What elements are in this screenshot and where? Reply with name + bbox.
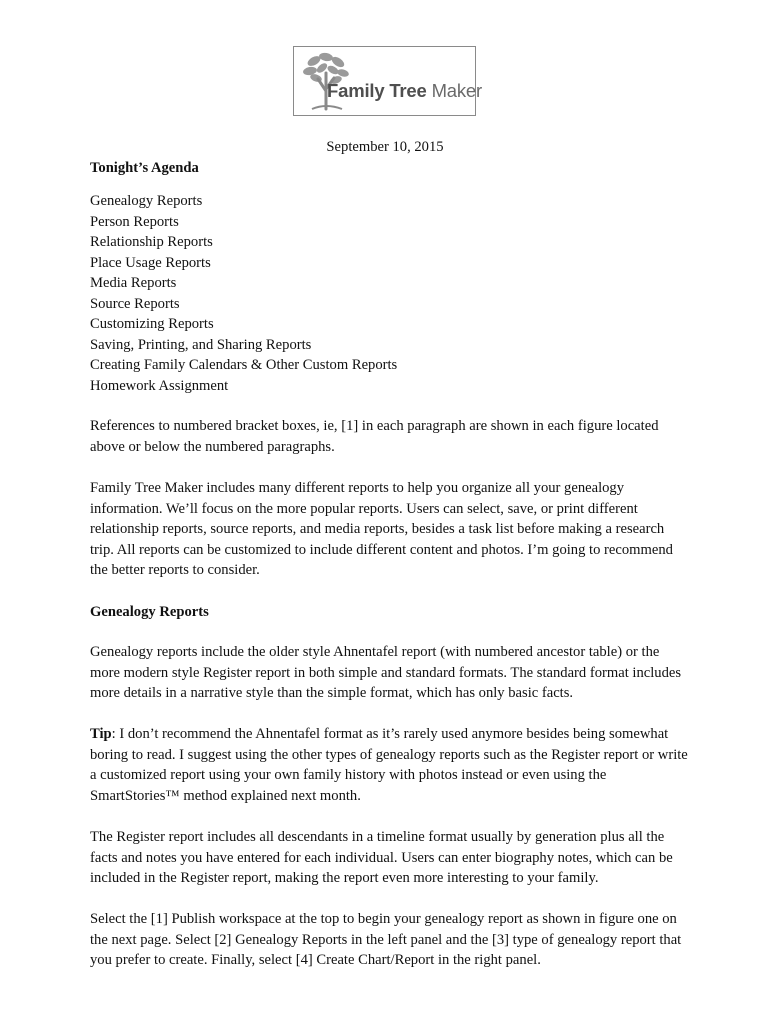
agenda-item: Source Reports xyxy=(90,295,180,312)
agenda-item: Homework Assignment xyxy=(90,377,229,394)
publish-paragraph: Select the [1] Publish workspace at the top to begin your genealogy report as shown in figure one on the next page. Select [2] Genealogy Reports in the left panel and the [3] type of genealogy report that you prefer to create. Finally, select [4] Create Chart/Report in the right panel. xyxy=(90,911,682,969)
genealogy-reports-heading: Genealogy Reports xyxy=(90,604,209,620)
family-tree-maker-logo xyxy=(293,46,482,116)
register-paragraph: The Register report includes all descendants in a timeline format usually by generation plus all the facts and notes you have entered for each individual. Users can enter biography notes, which can be included in the Register report, making the report even more interesting to your family. xyxy=(90,829,673,887)
agenda-item: Customizing Reports xyxy=(90,316,214,332)
references-paragraph: References to numbered bracket boxes, ie, [1] in each paragraph are shown in each figure located above or below the numbered paragraphs. xyxy=(90,418,659,455)
tip-paragraph xyxy=(90,724,690,806)
genealogy-body-paragraph: Genealogy reports include the older style Ahnentafel report (with numbered ancestor table) or the more modern style Register report in both simple and standard formats. The standard format includes more details in a narrative style than the simple format, which has only basic facts. xyxy=(90,644,682,702)
tip-label: Tip xyxy=(90,726,112,742)
agenda-item: Saving, Printing, and Sharing Reports xyxy=(90,336,312,353)
logo-wordmark xyxy=(327,80,482,102)
intro-paragraph: Family Tree Maker includes many different reports to help you organize all your genealogy information. We’ll focus on the more popular reports. Users can select, save, or print different relationship reports, source reports, and media reports, besides a task list before making a research trip. All reports can be customized to include different content and photos. I’m going to recommend the better reports to consider. xyxy=(90,480,673,579)
agenda-item: Media Reports xyxy=(90,275,177,291)
agenda-list xyxy=(90,192,397,397)
agenda-item: Genealogy Reports xyxy=(90,193,203,209)
document-date: September 10, 2015 xyxy=(326,139,444,155)
logo-wordmark-strong: Family Tree xyxy=(327,80,427,101)
agenda-item: Place Usage Reports xyxy=(90,254,211,271)
agenda-item: Creating Family Calendars & Other Custom Reports xyxy=(90,357,398,373)
tip-body: : I don’t recommend the Ahnentafel format as it’s rarely used anymore besides being somewhat boring to read. I suggest using the other types of genealogy reports such as the Register report or write a customized report using your own family history with photos instead or even using the SmartStories™ method explained next month. xyxy=(90,726,688,804)
agenda-heading: Tonight’s Agenda xyxy=(90,160,199,176)
agenda-item: Person Reports xyxy=(90,213,179,230)
logo-wordmark-light: Maker xyxy=(431,80,482,101)
agenda-item: Relationship Reports xyxy=(90,234,213,250)
